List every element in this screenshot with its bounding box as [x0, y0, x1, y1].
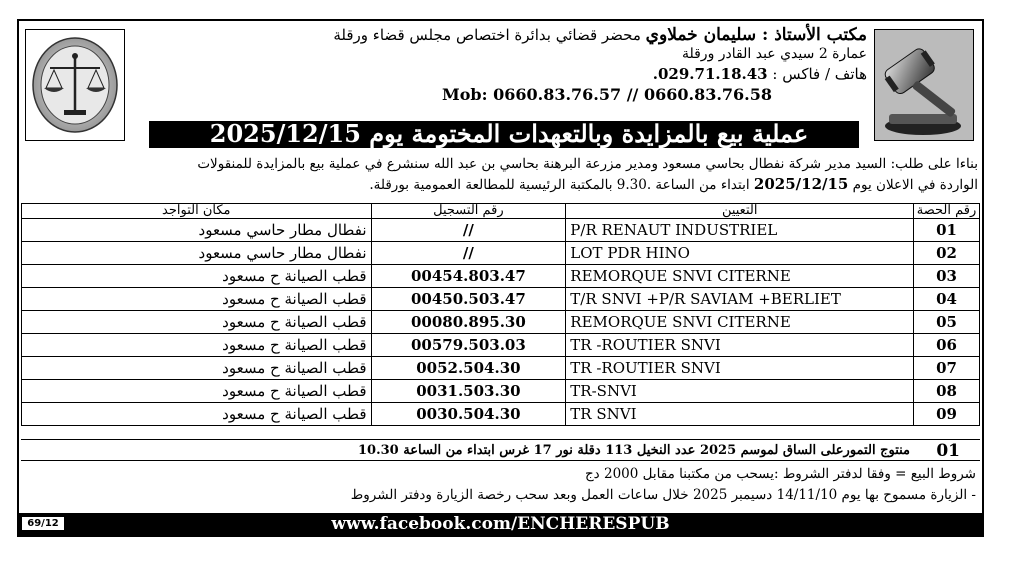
- lot-designation: T/R SNVI +P/R SAVIAM +BERLIET: [566, 288, 914, 311]
- lot-number: 06: [914, 334, 980, 357]
- lot-registration: //: [371, 219, 566, 242]
- lot-number: 04: [914, 288, 980, 311]
- conditions-line-2: - الزيارة مسموح بها يوم 14/11/10 دسيمبر 2025 خلال ساعات العمل وبعد سحب رخصة الزيارة ودفتر الشروط: [350, 487, 976, 503]
- lot-location: قطب الصيانة ح مسعود: [22, 357, 372, 380]
- lot-registration: 00579.503.03: [371, 334, 566, 357]
- table-row: [22, 403, 980, 426]
- office-label: مكتب الأستاذ :: [762, 25, 867, 45]
- lot-location: قطب الصيانة ح مسعود: [22, 334, 372, 357]
- phone-label: هاتف / فاكس :: [772, 65, 867, 83]
- lot-designation: LOT PDR HINO: [566, 242, 914, 265]
- gavel-icon: [874, 29, 974, 141]
- table-row: [22, 357, 980, 380]
- table-row: [22, 380, 980, 403]
- office-line: [131, 25, 867, 45]
- header-registration: رقم التسجيل: [371, 204, 566, 219]
- lot-registration: //: [371, 242, 566, 265]
- sale-conditions: [21, 464, 976, 506]
- lot-registration: 00450.503.47: [371, 288, 566, 311]
- intro-line-2-a: الواردة في الاعلان يوم: [852, 177, 978, 193]
- dates-lot-row: [21, 439, 980, 461]
- page-title: عملية بيع بالمزايدة وبالتعهدات المختومة يوم 2025/12/15: [209, 119, 809, 148]
- header-designation: التعيين: [566, 204, 914, 219]
- lot-location: قطب الصيانة ح مسعود: [22, 265, 372, 288]
- lot-designation: REMORQUE SNVI CITERNE: [566, 265, 914, 288]
- intro-line-2-b: ابتداء من الساعة .9.30 بالمكتبة الرئيسية للمطالعة العمومية بورقلة.: [369, 177, 750, 193]
- lot-designation: TR SNVI: [566, 403, 914, 426]
- lot-location: نفطال مطار حاسي مسعود: [22, 219, 372, 242]
- footer-bar: [19, 513, 982, 535]
- header-location: مكان التواجد: [22, 204, 372, 219]
- announcement-code: 69/12: [21, 516, 65, 531]
- lot-registration: 00454.803.47: [371, 265, 566, 288]
- facebook-link[interactable]: www.facebook.com/ENCHERESPUB: [331, 514, 670, 534]
- table-row: [22, 265, 980, 288]
- dates-lot-number: 01: [936, 441, 960, 461]
- phone-number: 029.71.18.43.: [652, 65, 768, 83]
- table-row: [22, 288, 980, 311]
- lot-registration: 0030.504.30: [371, 403, 566, 426]
- intro-paragraph: [21, 154, 978, 195]
- lot-designation: TR -ROUTIER SNVI: [566, 334, 914, 357]
- table-header-row: [22, 204, 980, 219]
- conditions-line-1: شروط البيع = وفقا لدفتر الشروط :يسحب من مكتبنا مقابل 2000 دج: [584, 466, 976, 482]
- lots-table: [21, 203, 980, 426]
- table-row: [22, 219, 980, 242]
- office-header: [131, 25, 867, 105]
- justice-scales-emblem-icon: [25, 29, 125, 141]
- lot-number: 09: [914, 403, 980, 426]
- lot-designation: REMORQUE SNVI CITERNE: [566, 311, 914, 334]
- lot-designation: TR-SNVI: [566, 380, 914, 403]
- mobile-numbers: Mob: 0660.83.76.57 // 0660.83.76.58: [442, 85, 772, 104]
- lot-number: 01: [914, 219, 980, 242]
- announcement-frame: [17, 19, 984, 537]
- lawyer-role: محضر قضائي بدائرة اختصاص مجلس قضاء ورقلة: [333, 26, 641, 44]
- header-lot-number: رقم الحصة: [914, 204, 980, 219]
- office-address: عمارة 2 سيدي عبد القادر ورقلة: [681, 46, 867, 62]
- lot-number: 05: [914, 311, 980, 334]
- table-row: [22, 311, 980, 334]
- dates-lot-text: منتوج التمورعلى الساق لموسم 2025 عدد النخيل 113 دقلة نور 17 غرس ابتداء من الساعة 10.30: [358, 443, 910, 458]
- lot-designation: P/R RENAUT INDUSTRIEL: [566, 219, 914, 242]
- lot-registration: 0052.504.30: [371, 357, 566, 380]
- intro-line-1: بناءا على طلب: السيد مدير شركة نفطال بحاسي مسعود ومدير مزرعة البرهنة بحاسي بن عبد الله سنشرع في عملية بيع بالمزايدة للمنقولات: [197, 156, 978, 172]
- phone-line: [131, 64, 867, 84]
- lot-registration: 00080.895.30: [371, 311, 566, 334]
- lot-number: 07: [914, 357, 980, 380]
- lot-location: قطب الصيانة ح مسعود: [22, 403, 372, 426]
- sale-date: 2025/12/15: [753, 175, 849, 193]
- lot-number: 03: [914, 265, 980, 288]
- lot-location: نفطال مطار حاسي مسعود: [22, 242, 372, 265]
- lot-registration: 0031.503.30: [371, 380, 566, 403]
- lot-location: قطب الصيانة ح مسعود: [22, 288, 372, 311]
- lot-location: قطب الصيانة ح مسعود: [22, 380, 372, 403]
- lot-number: 08: [914, 380, 980, 403]
- lot-designation: TR -ROUTIER SNVI: [566, 357, 914, 380]
- intro-line-2: [21, 174, 978, 195]
- lot-location: قطب الصيانة ح مسعود: [22, 311, 372, 334]
- table-row: [22, 334, 980, 357]
- table-row: [22, 242, 980, 265]
- lawyer-name: سليمان خملاوي: [645, 25, 757, 45]
- lot-number: 02: [914, 242, 980, 265]
